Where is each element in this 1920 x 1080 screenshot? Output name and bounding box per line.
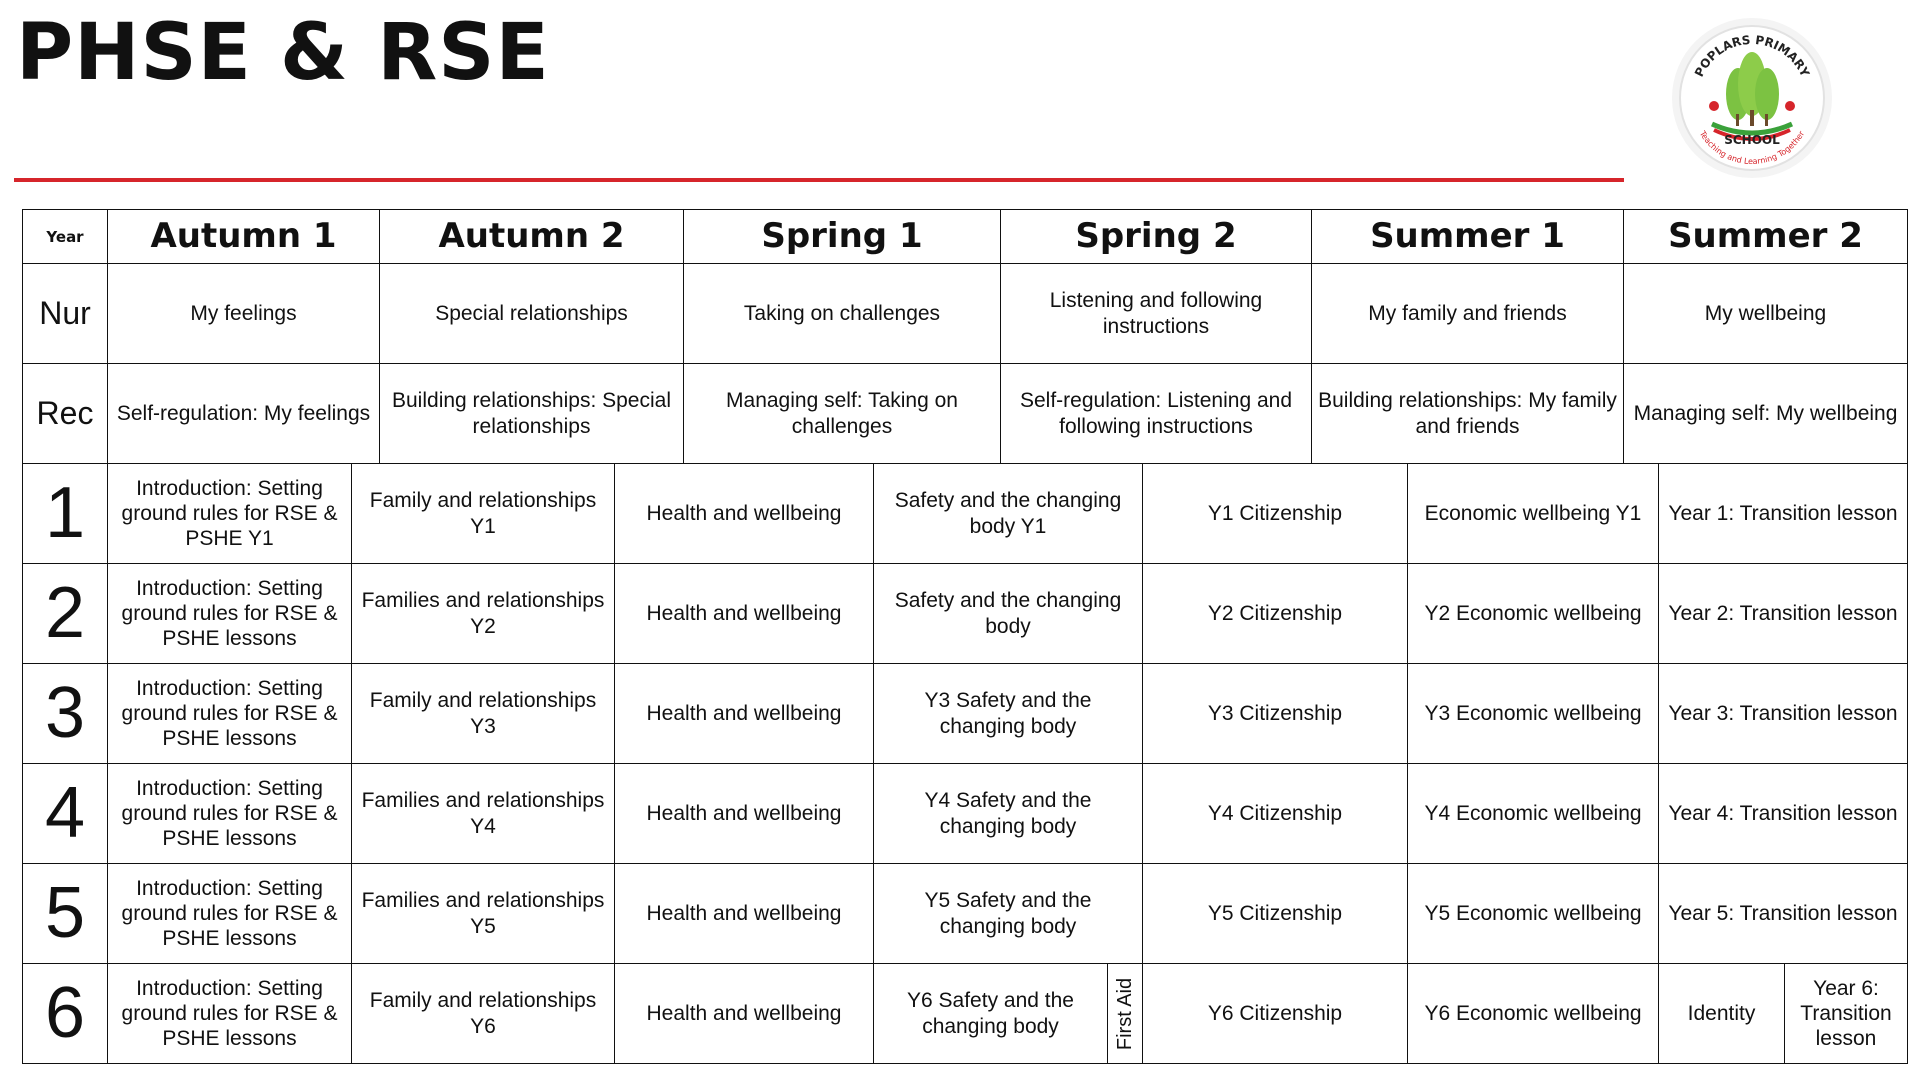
y4-safety-changing-body: Y4 Safety and the changing body xyxy=(873,763,1143,864)
row-label-rec: Rec xyxy=(22,363,108,464)
y4-transition: Year 4: Transition lesson xyxy=(1658,763,1908,864)
y6-citizenship: Y6 Citizenship xyxy=(1142,963,1408,1064)
y5-introduction: Introduction: Setting ground rules for RSE & PSHE lessons xyxy=(107,863,352,964)
y5-transition: Year 5: Transition lesson xyxy=(1658,863,1908,964)
y2-introduction: Introduction: Setting ground rules for RSE & PSHE lessons xyxy=(107,563,352,664)
y6-first-aid xyxy=(1107,963,1143,1064)
y3-economic-wellbeing: Y3 Economic wellbeing xyxy=(1407,663,1659,764)
term-header-autumn-1: Autumn 1 xyxy=(107,209,380,264)
y4-economic-wellbeing: Y4 Economic wellbeing xyxy=(1407,763,1659,864)
term-header-spring-1: Spring 1 xyxy=(683,209,1001,264)
y2-relationships: Families and relationships Y2 xyxy=(351,563,615,664)
nur-summer-2: My wellbeing xyxy=(1623,263,1908,364)
y3-health-wellbeing: Health and wellbeing xyxy=(614,663,874,764)
nur-spring-1: Taking on challenges xyxy=(683,263,1001,364)
y6-economic-wellbeing: Y6 Economic wellbeing xyxy=(1407,963,1659,1064)
y1-safety-changing-body: Safety and the changing body Y1 xyxy=(873,463,1143,564)
y3-introduction: Introduction: Setting ground rules for RSE & PSHE lessons xyxy=(107,663,352,764)
y1-transition: Year 1: Transition lesson xyxy=(1658,463,1908,564)
nur-autumn-2: Special relationships xyxy=(379,263,684,364)
row-label-year-2: 2 xyxy=(22,563,108,664)
y4-relationships: Families and relationships Y4 xyxy=(351,763,615,864)
y3-citizenship: Y3 Citizenship xyxy=(1142,663,1408,764)
term-header-autumn-2: Autumn 2 xyxy=(379,209,684,264)
y5-economic-wellbeing: Y5 Economic wellbeing xyxy=(1407,863,1659,964)
y2-citizenship: Y2 Citizenship xyxy=(1142,563,1408,664)
y1-citizenship: Y1 Citizenship xyxy=(1142,463,1408,564)
first-aid-label: First Aid xyxy=(1114,977,1136,1050)
school-logo xyxy=(1668,14,1836,182)
term-header-spring-2: Spring 2 xyxy=(1000,209,1312,264)
y2-safety-changing-body: Safety and the changing body xyxy=(873,563,1143,664)
row-label-nur: Nur xyxy=(22,263,108,364)
y3-safety-changing-body: Y3 Safety and the changing body xyxy=(873,663,1143,764)
y4-health-wellbeing: Health and wellbeing xyxy=(614,763,874,864)
row-label-year-1: 1 xyxy=(22,463,108,564)
y6-safety-changing-body: Y6 Safety and the changing body xyxy=(873,963,1108,1064)
y2-transition: Year 2: Transition lesson xyxy=(1658,563,1908,664)
y6-health-wellbeing: Health and wellbeing xyxy=(614,963,874,1064)
term-header-summer-1: Summer 1 xyxy=(1311,209,1624,264)
rec-spring-2: Self-regulation: Listening and following instructions xyxy=(1000,363,1312,464)
y3-transition: Year 3: Transition lesson xyxy=(1658,663,1908,764)
rec-spring-1: Managing self: Taking on challenges xyxy=(683,363,1001,464)
svg-text:POPLARS PRIMARY: POPLARS PRIMARY xyxy=(1691,32,1813,80)
y1-introduction: Introduction: Setting ground rules for RSE & PSHE Y1 xyxy=(107,463,352,564)
rec-summer-1: Building relationships: My family and friends xyxy=(1311,363,1624,464)
nur-summer-1: My family and friends xyxy=(1311,263,1624,364)
y1-economic-wellbeing: Economic wellbeing Y1 xyxy=(1407,463,1659,564)
y2-economic-wellbeing: Y2 Economic wellbeing xyxy=(1407,563,1659,664)
title-divider xyxy=(14,178,1624,182)
rec-summer-2: Managing self: My wellbeing xyxy=(1623,363,1908,464)
y5-safety-changing-body: Y5 Safety and the changing body xyxy=(873,863,1143,964)
y4-introduction: Introduction: Setting ground rules for RSE & PSHE lessons xyxy=(107,763,352,864)
y5-health-wellbeing: Health and wellbeing xyxy=(614,863,874,964)
row-label-year-4: 4 xyxy=(22,763,108,864)
phse-rse-table xyxy=(22,209,1902,1064)
rec-autumn-1: Self-regulation: My feelings xyxy=(107,363,380,464)
row-label-year-3: 3 xyxy=(22,663,108,764)
term-header-summer-2: Summer 2 xyxy=(1623,209,1908,264)
svg-text:Teaching and Learning Together: Teaching and Learning Together xyxy=(1697,129,1807,167)
year-column-header: Year xyxy=(22,209,108,264)
y1-health-wellbeing: Health and wellbeing xyxy=(614,463,874,564)
y6-introduction: Introduction: Setting ground rules for RSE & PSHE lessons xyxy=(107,963,352,1064)
svg-text:SCHOOL: SCHOOL xyxy=(1724,133,1780,147)
y5-relationships: Families and relationships Y5 xyxy=(351,863,615,964)
row-label-year-5: 5 xyxy=(22,863,108,964)
y4-citizenship: Y4 Citizenship xyxy=(1142,763,1408,864)
nur-spring-2: Listening and following instructions xyxy=(1000,263,1312,364)
y2-health-wellbeing: Health and wellbeing xyxy=(614,563,874,664)
y6-relationships: Family and relationships Y6 xyxy=(351,963,615,1064)
nur-autumn-1: My feelings xyxy=(107,263,380,364)
row-label-year-6: 6 xyxy=(22,963,108,1064)
y6-identity: Identity xyxy=(1658,963,1785,1064)
page-title: PHSE & RSE xyxy=(16,8,550,98)
y3-relationships: Family and relationships Y3 xyxy=(351,663,615,764)
y6-transition: Year 6: Transition lesson xyxy=(1784,963,1908,1064)
y1-relationships: Family and relationships Y1 xyxy=(351,463,615,564)
rec-autumn-2: Building relationships: Special relationships xyxy=(379,363,684,464)
y5-citizenship: Y5 Citizenship xyxy=(1142,863,1408,964)
